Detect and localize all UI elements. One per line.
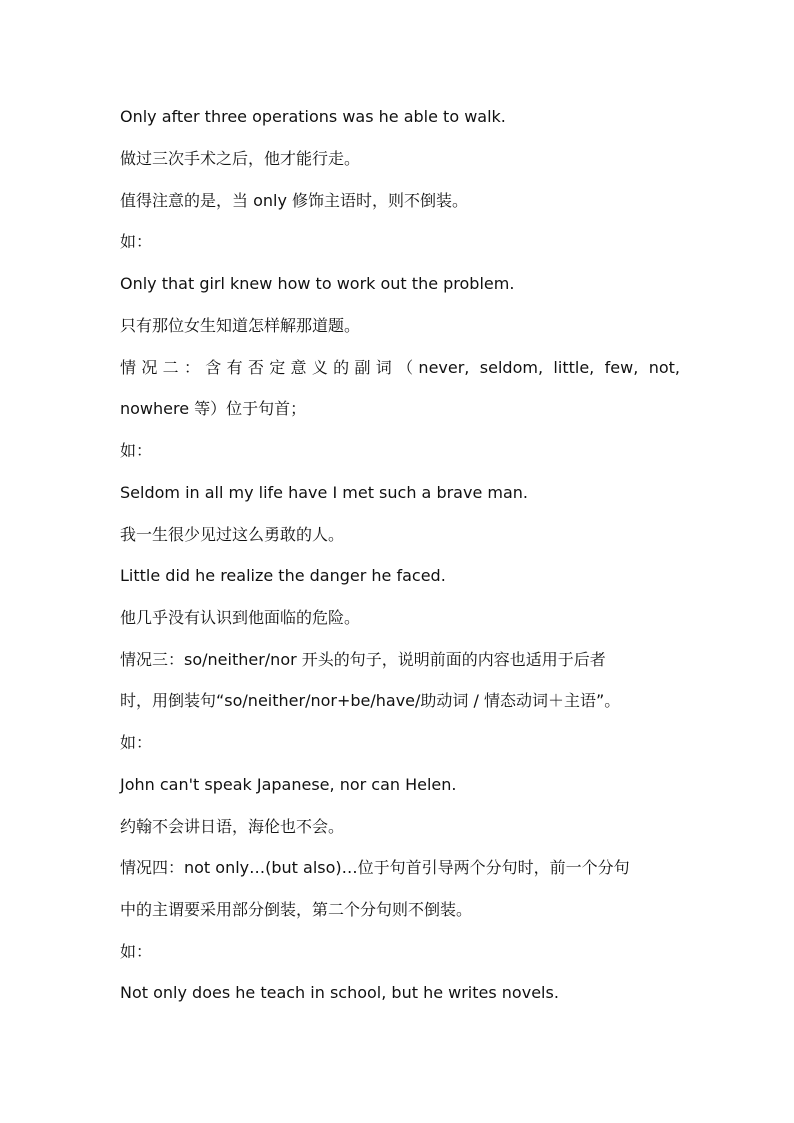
case-two-heading-continuation: nowhere 等）位于句首； xyxy=(120,399,307,418)
case-two-heading-line: 情况二：含有否定意义的副词（never, seldom, little, few, not, xyxy=(120,358,680,377)
english-example-line: Only after three operations was he able to walk. xyxy=(120,107,506,126)
case-three-heading-continuation: 时，用倒装句“so/neither/nor+be/have/助动词 / 情态动词＋主语”。 xyxy=(120,691,621,710)
english-example-line: Little did he realize the danger he faced. xyxy=(120,566,446,585)
example-label: 如： xyxy=(120,441,153,460)
chinese-translation-line: 他几乎没有认识到他面临的危险。 xyxy=(120,608,361,627)
grammar-note-line: 值得注意的是，当 only 修饰主语时，则不倒装。 xyxy=(120,191,469,210)
english-example-line: Not only does he teach in school, but he writes novels. xyxy=(120,983,559,1002)
chinese-translation-line: 我一生很少见过这么勇敢的人。 xyxy=(120,525,345,544)
chinese-translation-line: 约翰不会讲日语，海伦也不会。 xyxy=(120,817,345,836)
chinese-translation-line: 只有那位女生知道怎样解那道题。 xyxy=(120,316,361,335)
chinese-translation-line: 做过三次手术之后，他才能行走。 xyxy=(120,149,361,168)
example-label: 如： xyxy=(120,942,153,961)
case-four-heading-continuation: 中的主谓要采用部分倒装，第二个分句则不倒装。 xyxy=(120,900,473,919)
case-three-heading-line: 情况三：so/neither/nor 开头的句子，说明前面的内容也适用于后者 xyxy=(120,650,606,669)
case-four-heading-line: 情况四：not only…(but also)…位于句首引导两个分句时，前一个分句 xyxy=(120,858,630,877)
english-example-line: Only that girl knew how to work out the problem. xyxy=(120,274,515,293)
example-label: 如： xyxy=(120,232,153,251)
example-label: 如： xyxy=(120,733,153,752)
english-example-line: John can't speak Japanese, nor can Helen. xyxy=(120,775,457,794)
english-example-line: Seldom in all my life have I met such a brave man. xyxy=(120,483,528,502)
